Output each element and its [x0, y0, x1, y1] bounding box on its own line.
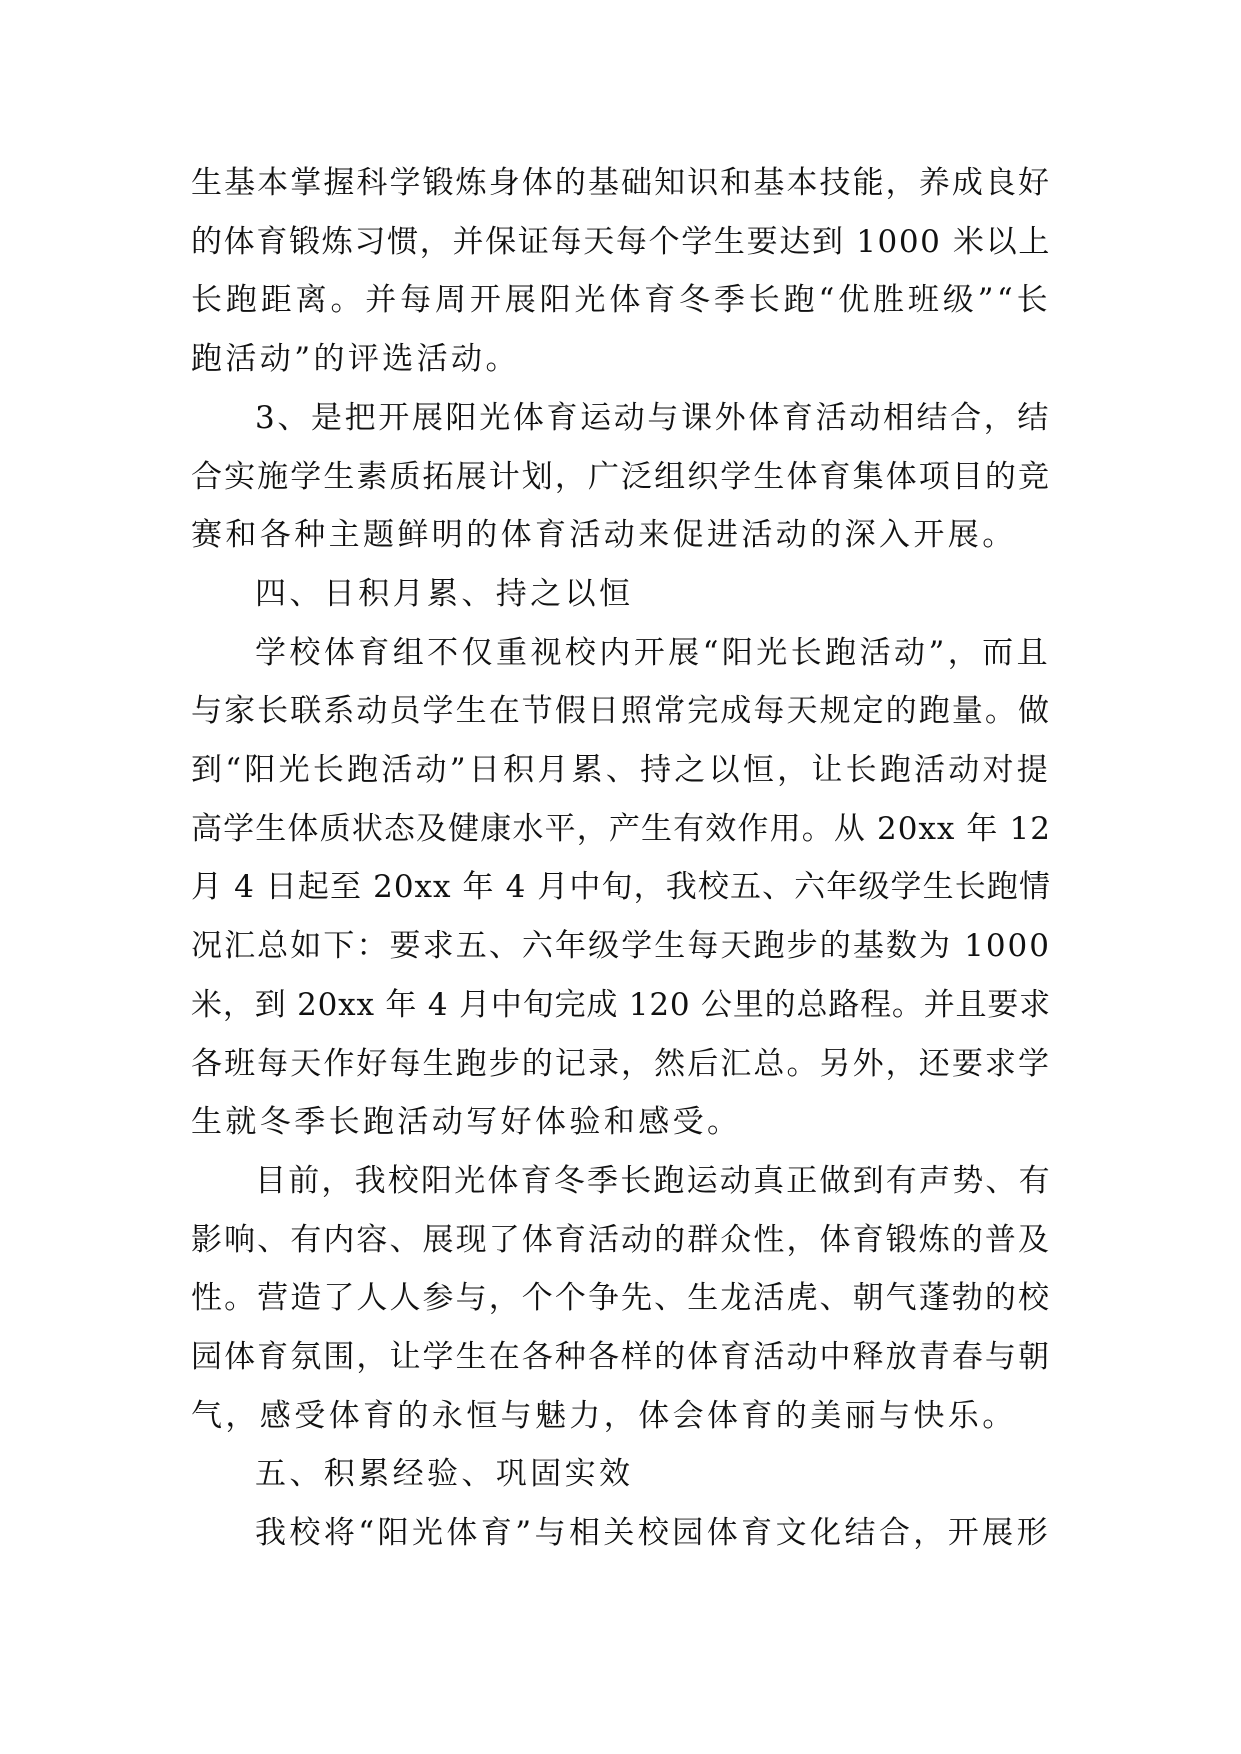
text-line: 五、积累经验、巩固实效: [255, 1456, 634, 1493]
text-line: 各班每天作好每生跑步的记录，然后汇总。另外，还要求学: [191, 1045, 1051, 1082]
text-line: 跑活动”的评选活动。: [191, 341, 520, 378]
text-line: 学校体育组不仅重视校内开展“阳光长跑活动”，而且: [255, 634, 1051, 671]
text-line: 高学生体质状态及健康水平，产生有效作用。从 20xx 年 12: [191, 810, 1051, 847]
text-line: 生就冬季长跑活动写好体验和感受。: [191, 1104, 742, 1141]
text-line: 3、是把开展阳光体育运动与课外体育活动相结合，结: [255, 399, 1051, 436]
text-line: 长跑距离。并每周开展阳光体育冬季长跑“优胜班级”“长: [191, 282, 1051, 319]
text-line: 气，感受体育的永恒与魅力，体会体育的美丽与快乐。: [191, 1397, 1017, 1434]
text-line: 影响、有内容、展现了体育活动的群众性，体育锻炼的普及: [191, 1221, 1051, 1258]
text-line: 我校将“阳光体育”与相关校园体育文化结合，开展形: [255, 1515, 1051, 1552]
body-text: [191, 154, 1051, 1563]
text-line: 月 4 日起至 20xx 年 4 月中旬，我校五、六年级学生长跑情: [191, 869, 1051, 906]
text-line: 园体育氛围，让学生在各种各样的体育活动中释放青春与朝: [191, 1339, 1051, 1376]
text-line: 合实施学生素质拓展计划，广泛组织学生体育集体项目的竞: [191, 458, 1051, 495]
text-line: 况汇总如下：要求五、六年级学生每天跑步的基数为 1000: [191, 928, 1051, 965]
text-line: 到“阳光长跑活动”日积月累、持之以恒，让长跑活动对提: [191, 752, 1051, 789]
text-line: 性。营造了人人参与，个个争先、生龙活虎、朝气蓬勃的校: [191, 1280, 1051, 1317]
text-line: 生基本掌握科学锻炼身体的基础知识和基本技能，养成良好: [191, 165, 1051, 201]
text-line: 米，到 20xx 年 4 月中旬完成 120 公里的总路程。并且要求: [191, 986, 1051, 1023]
text-line: 与家长联系动员学生在节假日照常完成每天规定的跑量。做: [191, 693, 1051, 730]
text-line: 四、日积月累、持之以恒: [255, 575, 634, 612]
text-line: 赛和各种主题鲜明的体育活动来促进活动的深入开展。: [191, 517, 1017, 554]
text-line: 目前，我校阳光体育冬季长跑运动真正做到有声势、有: [255, 1162, 1052, 1199]
text-line: 的体育锻炼习惯，并保证每天每个学生要达到 1000 米以上: [191, 223, 1051, 260]
